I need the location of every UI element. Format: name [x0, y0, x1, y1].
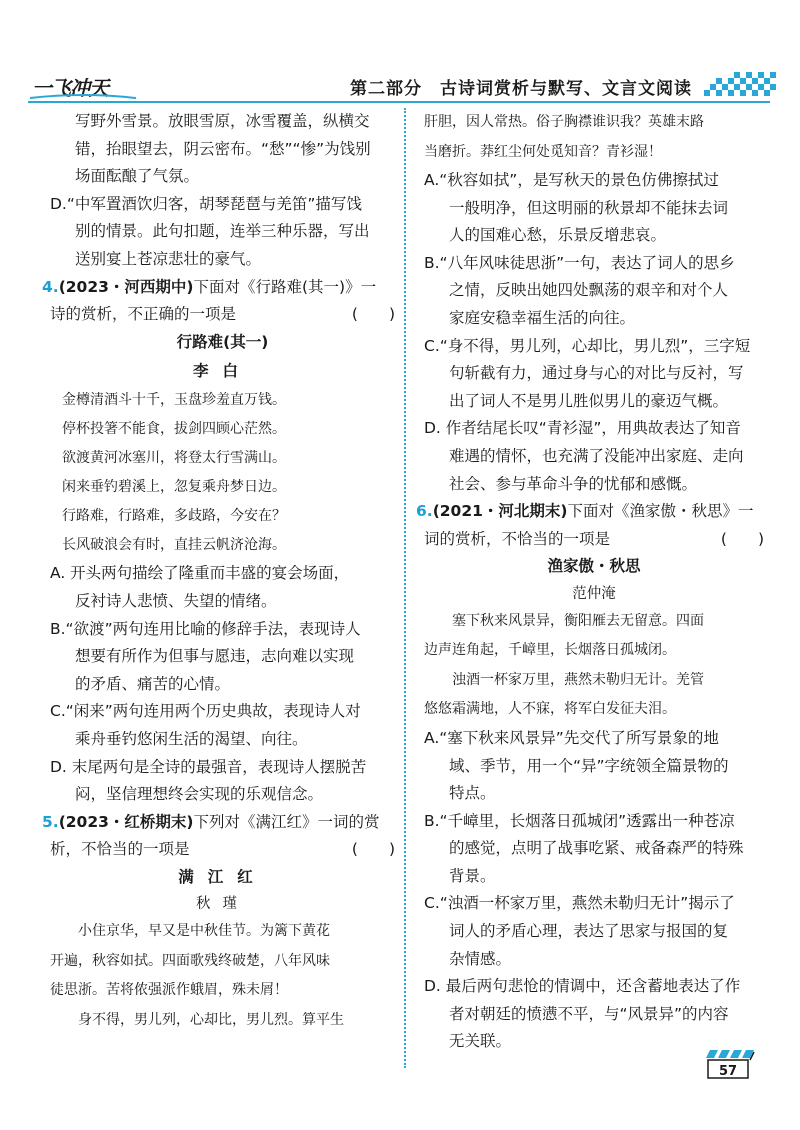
answer-bracket[interactable]: ( ): [351, 305, 395, 324]
option-a[interactable]: A.“秋容如拭”，是写秋天的景色仿佛擦拭过: [424, 171, 719, 189]
poem-prose-line: 开遍，秋容如拭。四面歌残终破楚，八年风味: [50, 952, 330, 969]
question-text: 下列对《满江红》一词的赏: [193, 812, 380, 831]
option-a[interactable]: A.“塞下秋来风景异”先交代了所写景象的地: [424, 728, 719, 747]
option-b[interactable]: B.“八年风味徒思浙”一句，表达了词人的思乡: [424, 253, 735, 272]
option-c-cont: 出了词人不是男儿胜似男儿的豪迈气概。: [449, 391, 729, 410]
option-c[interactable]: C.“身不得，男儿列，心却比，男儿烈”，三字短: [424, 336, 751, 355]
question-source: (2021・河北期末): [432, 502, 568, 521]
poem-line: 长风破浪会有时，直挂云帆济沧海。: [62, 537, 286, 554]
answer-bracket[interactable]: ( ): [351, 840, 395, 859]
question-5-stem-2: [50, 836, 395, 864]
text-line: 写野外雪景。放眼雪原，冰雪覆盖，纵横交: [75, 112, 370, 130]
poem-prose-line: 塞下秋来风景异，衡阳雁去无留意。四面: [452, 612, 704, 629]
poem-title: 渔家傲・秋思: [547, 557, 641, 576]
question-text: 析，不恰当的一项是: [50, 840, 190, 859]
page-number: 57: [719, 1064, 738, 1079]
poem-author: 李白: [192, 362, 252, 381]
checker-pattern-icon: [704, 70, 776, 102]
question-4-stem-2: [50, 301, 395, 329]
header-rule: [28, 101, 770, 103]
poem-line: 欲渡黄河冰塞川，将登太行雪满山。: [62, 450, 286, 467]
poem-prose-line: 浊酒一杯家万里，燕然未勒归无计。羌管: [452, 671, 704, 688]
option-a-cont: 反衬诗人悲愤、失望的情绪。: [75, 591, 277, 610]
question-5-stem: [42, 809, 395, 837]
text-line: 送别宴上苍凉悲壮的豪气。: [75, 249, 262, 268]
poem-title: 行路难(其一): [176, 332, 269, 351]
poem-prose-line: 边声连角起，千嶂里，长烟落日孤城闭。: [424, 642, 676, 659]
section-title: 第二部分 古诗词赏析与默写、文言文阅读: [350, 79, 692, 99]
option-d-cont: 无关联。: [449, 1032, 512, 1051]
question-text: 诗的赏析，不正确的一项是: [50, 305, 237, 324]
poem-prose-line: 肝胆，因人常热。俗子胸襟谁识我？英雄末路: [424, 114, 704, 130]
option-b-cont: 的感觉，点明了战事吃紧、戒备森严的特殊: [449, 839, 744, 858]
option-d[interactable]: D. 最后两句悲怆的情调中，还含蓄地表达了作: [424, 977, 741, 996]
poem-line: 金樽清酒斗十千，玉盘珍羞直万钱。: [62, 392, 286, 409]
option-d-line: D.“中军置酒饮归客，胡琴琵琶与羌笛”描写饯: [50, 194, 362, 213]
option-b-cont: 的矛盾、痛苦的心情。: [75, 674, 231, 693]
question-number: 6.: [416, 502, 433, 521]
option-d[interactable]: D. 作者结尾长叹“青衫湿”，用典故表达了知音: [424, 419, 741, 438]
question-4-stem: [42, 274, 395, 302]
text-line: 场面酝酿了气氛。: [75, 167, 200, 186]
option-d-cont: 者对朝廷的愤懑不平，与“风景异”的内容: [449, 1004, 729, 1023]
question-text: 下面对《行路难(其一)》一: [193, 277, 377, 296]
option-c-cont: 句斩截有力，通过身与心的对比与反衬，写: [449, 364, 744, 383]
poem-prose-line: 小住京华，早又是中秋佳节。为篱下黄花: [78, 923, 330, 940]
poem-line: 行路难，行路难，多歧路，今安在？: [62, 508, 286, 525]
option-a[interactable]: A. 开头两句描绘了隆重而丰盛的宴会场面，: [50, 564, 350, 583]
option-d-cont: 闷，坚信理想终会实现的乐观信念。: [75, 785, 324, 804]
option-a-cont: 人的国难心愁，乐景反增悲哀。: [449, 226, 667, 245]
option-b-cont: 之情，反映出她四处飘荡的艰辛和对个人: [449, 281, 729, 300]
option-d-cont: 难遇的情怀，也充满了没能冲出家庭、走向: [449, 446, 744, 465]
option-b-cont: 背景。: [449, 866, 496, 885]
answer-bracket[interactable]: ( ): [720, 529, 764, 548]
column-divider: [404, 108, 406, 1068]
left-column: [42, 108, 395, 1035]
right-column: [416, 108, 764, 1056]
question-number: 5.: [42, 812, 59, 831]
question-text: 下面对《渔家傲・秋思》一: [567, 502, 754, 521]
text-line: 错，抬眼望去，阴云密布。“愁”“惨”为饯别: [75, 139, 371, 158]
option-c[interactable]: C.“闲来”两句连用两个历史典故，表现诗人对: [50, 702, 361, 721]
poem-title: 满江红: [178, 867, 267, 886]
option-c-cont: 乘舟垂钓悠闲生活的渴望、向往。: [75, 729, 308, 748]
question-text: 词的赏析，不恰当的一项是: [424, 529, 611, 548]
text-line: 别的情景。此句扣题，连举三种乐器，写出: [75, 222, 370, 241]
option-c-cont: 杂情感。: [449, 949, 512, 968]
option-c[interactable]: C.“浊酒一杯家万里，燕然未勒归无计”揭示了: [424, 894, 735, 913]
option-a-cont: 域、季节，用一个“异”字统领全篇景物的: [449, 756, 729, 775]
poem-line: 闲来垂钓碧溪上，忽复乘舟梦日边。: [62, 479, 286, 496]
poem-author: 秋瑾: [196, 896, 249, 913]
option-d-cont: 社会、参与革命斗争的忧郁和感慨。: [449, 474, 698, 493]
option-a-cont: 一般明净，但这明丽的秋景却不能抹去词: [449, 198, 729, 217]
option-a-cont: 特点。: [449, 784, 496, 803]
option-b-cont: 想要有所作为但事与愿违，志向难以实现: [75, 647, 355, 666]
logo-swoosh: [28, 94, 138, 100]
question-source: (2023・河西期中): [58, 277, 194, 296]
option-b[interactable]: B.“欲渡”两句连用比喻的修辞手法，表现诗人: [50, 619, 361, 638]
poem-prose-line: 当磨折。莽红尘何处觅知音？青衫湿！: [424, 143, 662, 160]
option-d[interactable]: D. 末尾两句是全诗的最强音，表现诗人摆脱苦: [50, 757, 367, 776]
poem-prose-line: 徒思浙。苦将侬强派作蛾眉，殊未屑！: [50, 982, 288, 999]
option-c-cont: 词人的矛盾心理，表达了思家与报国的复: [449, 922, 729, 941]
page-header: [0, 0, 800, 104]
logo-text: 一飞冲天: [32, 76, 108, 100]
question-number: 4.: [42, 277, 59, 296]
question-6-stem: [416, 498, 764, 526]
poem-prose-line: 身不得，男儿列，心却比，男儿烈。算平生: [78, 1011, 344, 1028]
question-6-stem-2: [424, 526, 764, 554]
poem-author: 范仲淹: [572, 585, 616, 602]
question-source: (2023・红桥期末): [58, 812, 194, 831]
option-b-cont: 家庭安稳幸福生活的向往。: [449, 308, 636, 327]
option-b[interactable]: B.“千嶂里，长烟落日孤城闭”透露出一种苍凉: [424, 811, 735, 830]
poem-prose-line: 悠悠霜满地，人不寐，将军白发征夫泪。: [424, 701, 676, 718]
poem-line: 停杯投箸不能食，拔剑四顾心茫然。: [62, 421, 286, 438]
